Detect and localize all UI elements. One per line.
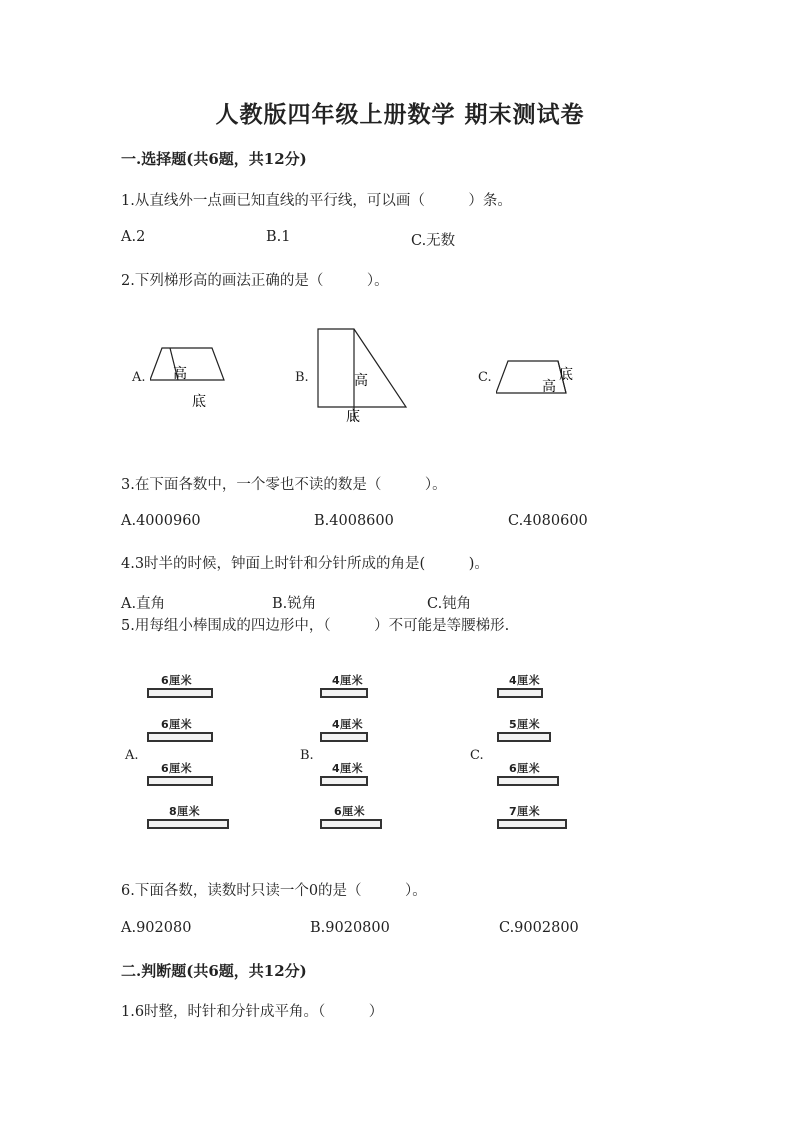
stick-a2-label: 6厘米 (161, 718, 193, 731)
section-heading-choice: 一.选择题(共6题，共12分) (121, 150, 307, 168)
q5-option-c-label: C. (470, 748, 484, 763)
q4-option-c: C.钝角 (427, 596, 472, 612)
stick-a4 (147, 819, 229, 829)
stick-b1-label: 4厘米 (332, 674, 364, 687)
stick-c1-label: 4厘米 (509, 674, 541, 687)
section-heading-judgement: 二.判断题(共6题，共12分) (121, 962, 307, 980)
question-5: 5.用每组小棒围成的四边形中，（ ）不可能是等腰梯形. (121, 618, 510, 634)
stick-c3 (497, 776, 559, 786)
judgement-question-1: 1.6时整，时针和分针成平角。（ ） (121, 1004, 384, 1020)
stick-c2 (497, 732, 551, 742)
q2a-height-text: 高 (173, 366, 187, 382)
q1-option-c: C.无数 (411, 233, 456, 249)
stick-b4 (320, 819, 382, 829)
stick-a2 (147, 732, 213, 742)
stick-c3-label: 6厘米 (509, 762, 541, 775)
q2-option-c-label: C. (478, 370, 492, 385)
q1-option-b: B.1 (266, 229, 291, 245)
q2-option-b-label: B. (295, 370, 309, 385)
stick-c4-label: 7厘米 (509, 805, 541, 818)
stick-b3-label: 4厘米 (332, 762, 364, 775)
q6-option-c: C.9002800 (499, 920, 579, 936)
q3-option-b: B.4008600 (314, 513, 394, 529)
trapezoid-figure-b (310, 325, 415, 425)
stick-a1 (147, 688, 213, 698)
q4-option-b: B.锐角 (272, 596, 317, 612)
q2c-height-text: 高 (542, 379, 556, 395)
q2b-height-text: 高 (354, 373, 368, 389)
q2c-base-text: 底 (559, 367, 573, 383)
stick-a3 (147, 776, 213, 786)
stick-b1 (320, 688, 368, 698)
q5-option-b-label: B. (300, 748, 314, 763)
question-6: 6.下面各数，读数时只读一个0的是（ ）。 (121, 883, 427, 899)
stick-b2-label: 4厘米 (332, 718, 364, 731)
stick-c4 (497, 819, 567, 829)
q2a-base-text: 底 (192, 394, 206, 410)
question-4: 4.3时半的时候，钟面上时针和分针所成的角是( )。 (121, 556, 489, 572)
q3-option-a: A.4000960 (121, 513, 201, 529)
stick-b2 (320, 732, 368, 742)
stick-a4-label: 8厘米 (169, 805, 201, 818)
question-1: 1.从直线外一点画已知直线的平行线，可以画（ ）条。 (121, 193, 512, 209)
trapezoid-figure-c (496, 355, 586, 400)
question-2: 2.下列梯形高的画法正确的是（ ）。 (121, 273, 389, 289)
q3-option-c: C.4080600 (508, 513, 588, 529)
stick-a3-label: 6厘米 (161, 762, 193, 775)
stick-c2-label: 5厘米 (509, 718, 541, 731)
trapezoid-figure-a (150, 340, 230, 410)
stick-a1-label: 6厘米 (161, 674, 193, 687)
stick-b3 (320, 776, 368, 786)
page-title: 人教版四年级上册数学 期末测试卷 (215, 101, 585, 128)
q4-option-a: A.直角 (121, 596, 166, 612)
q2b-base-text: 底 (346, 409, 360, 425)
q1-option-a: A.2 (121, 229, 146, 245)
q6-option-b: B.9020800 (310, 920, 390, 936)
q2-option-a-label: A. (132, 370, 146, 385)
q5-option-a-label: A. (125, 748, 139, 763)
stick-b4-label: 6厘米 (334, 805, 366, 818)
question-3: 3.在下面各数中，一个零也不读的数是（ ）。 (121, 477, 447, 493)
stick-c1 (497, 688, 543, 698)
q6-option-a: A.902080 (121, 920, 192, 936)
